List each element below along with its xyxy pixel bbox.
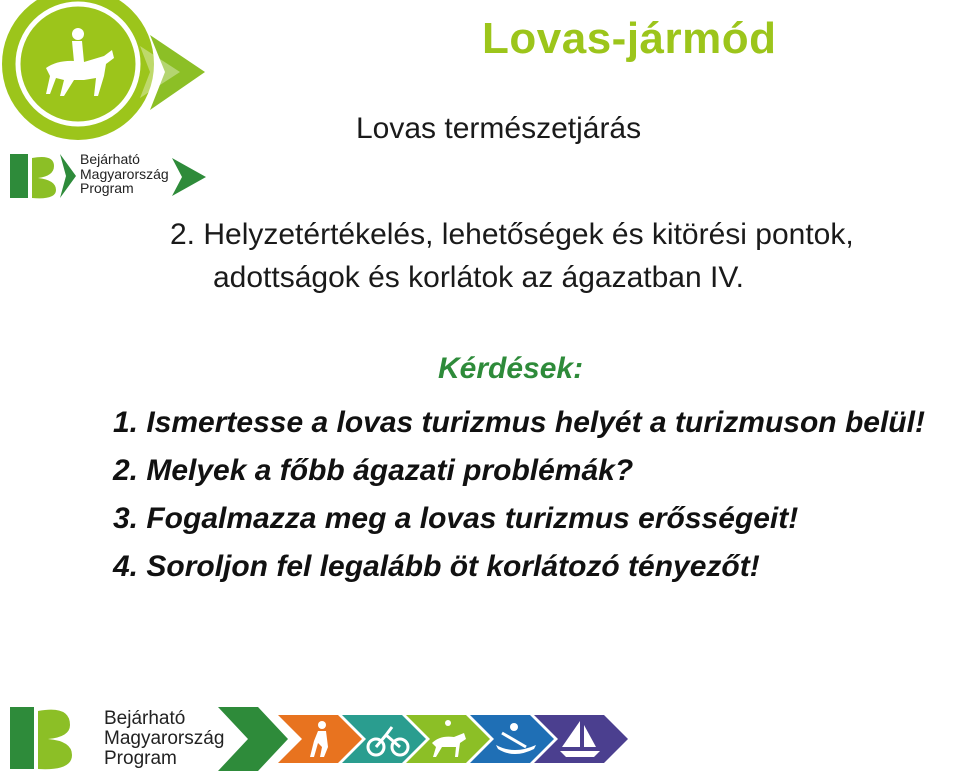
question-item: 2. Melyek a főbb ágazati problémák? xyxy=(113,454,634,487)
page-title: Lovas-jármód xyxy=(482,14,777,63)
logo-line1: Bejárható xyxy=(104,708,186,729)
question-item: 4. Soroljon fel legalább öt korlátozó tényezőt! xyxy=(113,550,760,583)
questions-list xyxy=(113,400,958,592)
questions-heading: Kérdések: xyxy=(438,352,584,385)
logo-line1: Bejárható xyxy=(80,151,140,167)
program-logo-bottom xyxy=(8,703,648,775)
page-subtitle: Lovas természetjárás xyxy=(356,112,642,145)
activity-arrows xyxy=(218,703,648,775)
chevron-right-icon xyxy=(168,156,208,198)
bm-logo-mark-icon xyxy=(8,150,78,202)
question-item: 1. Ismertesse a lovas turizmus helyét a turizmuson belül! xyxy=(113,406,925,439)
logo-line2: Magyarország xyxy=(80,165,169,182)
section-line-1: 2. Helyzetértékelés, lehetőségek és kitörési pontok, xyxy=(170,218,854,251)
horse-rider-emblem xyxy=(0,0,210,150)
logo-line3: Program xyxy=(80,180,134,197)
bm-logo-mark-icon xyxy=(8,703,100,773)
logo-line3: Program xyxy=(104,747,177,769)
section-line-2: adottságok és korlátok az ágazatban IV. xyxy=(213,261,744,294)
program-logo-top xyxy=(8,150,208,202)
section-heading xyxy=(170,213,960,299)
question-item: 3. Fogalmazza meg a lovas turizmus erősségeit! xyxy=(113,502,799,535)
logo-line2: Magyarország xyxy=(104,727,225,749)
